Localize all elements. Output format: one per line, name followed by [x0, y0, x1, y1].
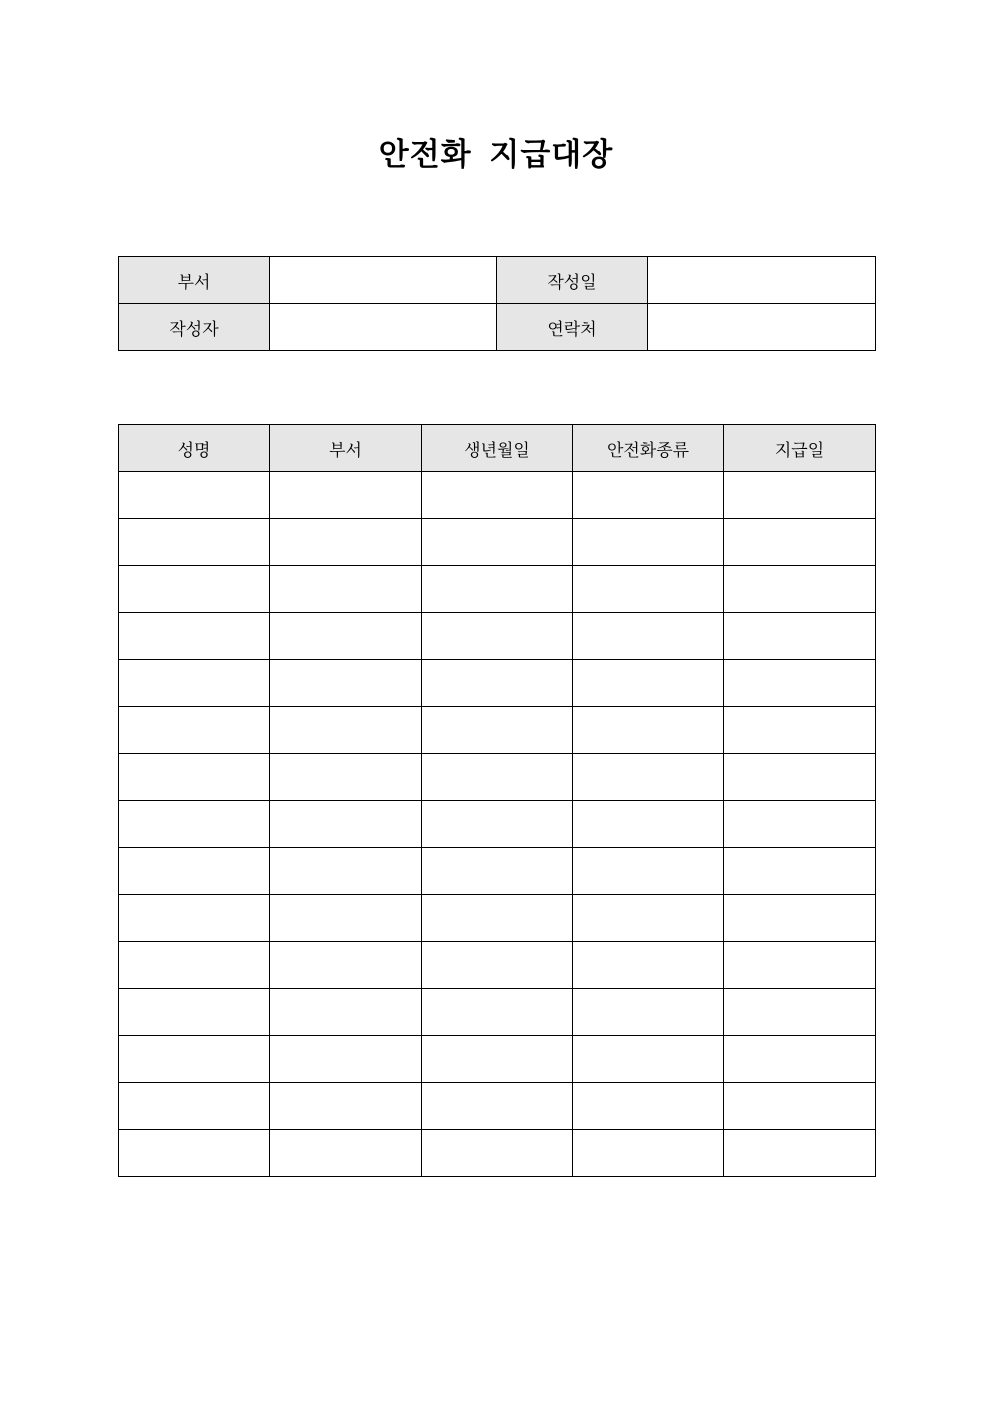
- birthdate-cell[interactable]: [422, 660, 573, 707]
- birthdate-cell[interactable]: [422, 519, 573, 566]
- issue-date-cell[interactable]: [724, 613, 876, 660]
- shoe-type-cell[interactable]: [573, 566, 724, 613]
- header-issue-date: 지급일: [724, 425, 876, 472]
- department-cell[interactable]: [270, 801, 422, 848]
- page-title: 안전화 지급대장: [378, 137, 614, 173]
- birthdate-cell[interactable]: [422, 754, 573, 801]
- name-cell[interactable]: [119, 1130, 270, 1177]
- shoe-type-cell[interactable]: [573, 472, 724, 519]
- issue-date-cell[interactable]: [724, 472, 876, 519]
- name-cell[interactable]: [119, 472, 270, 519]
- table-row: [119, 848, 876, 895]
- header-shoe-type: 안전화종류: [573, 425, 724, 472]
- table-row: [119, 519, 876, 566]
- issue-date-cell[interactable]: [724, 942, 876, 989]
- name-cell[interactable]: [119, 660, 270, 707]
- department-cell[interactable]: [270, 848, 422, 895]
- table-row: [119, 613, 876, 660]
- table-row: [119, 566, 876, 613]
- name-cell[interactable]: [119, 519, 270, 566]
- author-label: 작성자: [119, 304, 270, 351]
- shoe-type-cell[interactable]: [573, 801, 724, 848]
- name-cell[interactable]: [119, 566, 270, 613]
- info-row: [119, 257, 876, 304]
- issue-date-cell[interactable]: [724, 754, 876, 801]
- issue-date-cell[interactable]: [724, 660, 876, 707]
- department-label: 부서: [119, 257, 270, 304]
- department-cell[interactable]: [270, 519, 422, 566]
- issue-date-cell[interactable]: [724, 519, 876, 566]
- department-field[interactable]: [270, 257, 497, 304]
- department-cell[interactable]: [270, 660, 422, 707]
- birthdate-cell[interactable]: [422, 848, 573, 895]
- info-row: [119, 304, 876, 351]
- name-cell[interactable]: [119, 989, 270, 1036]
- shoe-type-cell[interactable]: [573, 1130, 724, 1177]
- shoe-type-cell[interactable]: [573, 519, 724, 566]
- shoe-type-cell[interactable]: [573, 895, 724, 942]
- contact-field[interactable]: [648, 304, 876, 351]
- header-name: 성명: [119, 425, 270, 472]
- birthdate-cell[interactable]: [422, 707, 573, 754]
- issue-date-cell[interactable]: [724, 895, 876, 942]
- shoe-type-cell[interactable]: [573, 1036, 724, 1083]
- shoe-type-cell[interactable]: [573, 1083, 724, 1130]
- birthdate-cell[interactable]: [422, 895, 573, 942]
- date-label: 작성일: [497, 257, 648, 304]
- department-cell[interactable]: [270, 472, 422, 519]
- birthdate-cell[interactable]: [422, 801, 573, 848]
- name-cell[interactable]: [119, 801, 270, 848]
- department-cell[interactable]: [270, 1083, 422, 1130]
- table-row: [119, 1130, 876, 1177]
- department-cell[interactable]: [270, 989, 422, 1036]
- header-birthdate: 생년월일: [422, 425, 573, 472]
- issue-date-cell[interactable]: [724, 848, 876, 895]
- issue-date-cell[interactable]: [724, 801, 876, 848]
- contact-label: 연락처: [497, 304, 648, 351]
- issue-date-cell[interactable]: [724, 566, 876, 613]
- issue-date-cell[interactable]: [724, 1130, 876, 1177]
- shoe-type-cell[interactable]: [573, 754, 724, 801]
- name-cell[interactable]: [119, 895, 270, 942]
- name-cell[interactable]: [119, 1083, 270, 1130]
- table-row: [119, 989, 876, 1036]
- shoe-type-cell[interactable]: [573, 707, 724, 754]
- birthdate-cell[interactable]: [422, 1036, 573, 1083]
- author-field[interactable]: [270, 304, 497, 351]
- department-cell[interactable]: [270, 613, 422, 660]
- shoe-type-cell[interactable]: [573, 848, 724, 895]
- shoe-type-cell[interactable]: [573, 660, 724, 707]
- name-cell[interactable]: [119, 942, 270, 989]
- ledger-header-row: [119, 425, 876, 472]
- shoe-type-cell[interactable]: [573, 942, 724, 989]
- issue-date-cell[interactable]: [724, 1036, 876, 1083]
- birthdate-cell[interactable]: [422, 566, 573, 613]
- birthdate-cell[interactable]: [422, 613, 573, 660]
- name-cell[interactable]: [119, 1036, 270, 1083]
- name-cell[interactable]: [119, 613, 270, 660]
- header-department: 부서: [270, 425, 422, 472]
- birthdate-cell[interactable]: [422, 989, 573, 1036]
- ledger-table: [118, 424, 876, 1177]
- table-row: [119, 754, 876, 801]
- department-cell[interactable]: [270, 1130, 422, 1177]
- table-row: [119, 1036, 876, 1083]
- birthdate-cell[interactable]: [422, 1130, 573, 1177]
- birthdate-cell[interactable]: [422, 942, 573, 989]
- department-cell[interactable]: [270, 754, 422, 801]
- table-row: [119, 1083, 876, 1130]
- issue-date-cell[interactable]: [724, 1083, 876, 1130]
- department-cell[interactable]: [270, 942, 422, 989]
- name-cell[interactable]: [119, 848, 270, 895]
- name-cell[interactable]: [119, 754, 270, 801]
- ledger-body: [119, 472, 876, 1177]
- department-cell[interactable]: [270, 566, 422, 613]
- shoe-type-cell[interactable]: [573, 989, 724, 1036]
- department-cell[interactable]: [270, 895, 422, 942]
- table-row: [119, 472, 876, 519]
- birthdate-cell[interactable]: [422, 1083, 573, 1130]
- table-row: [119, 801, 876, 848]
- table-row: [119, 942, 876, 989]
- issue-date-cell[interactable]: [724, 707, 876, 754]
- shoe-type-cell[interactable]: [573, 613, 724, 660]
- birthdate-cell[interactable]: [422, 472, 573, 519]
- issue-date-cell[interactable]: [724, 989, 876, 1036]
- department-cell[interactable]: [270, 707, 422, 754]
- name-cell[interactable]: [119, 707, 270, 754]
- table-row: [119, 660, 876, 707]
- info-table: [118, 256, 876, 351]
- table-row: [119, 707, 876, 754]
- table-row: [119, 895, 876, 942]
- department-cell[interactable]: [270, 1036, 422, 1083]
- date-field[interactable]: [648, 257, 876, 304]
